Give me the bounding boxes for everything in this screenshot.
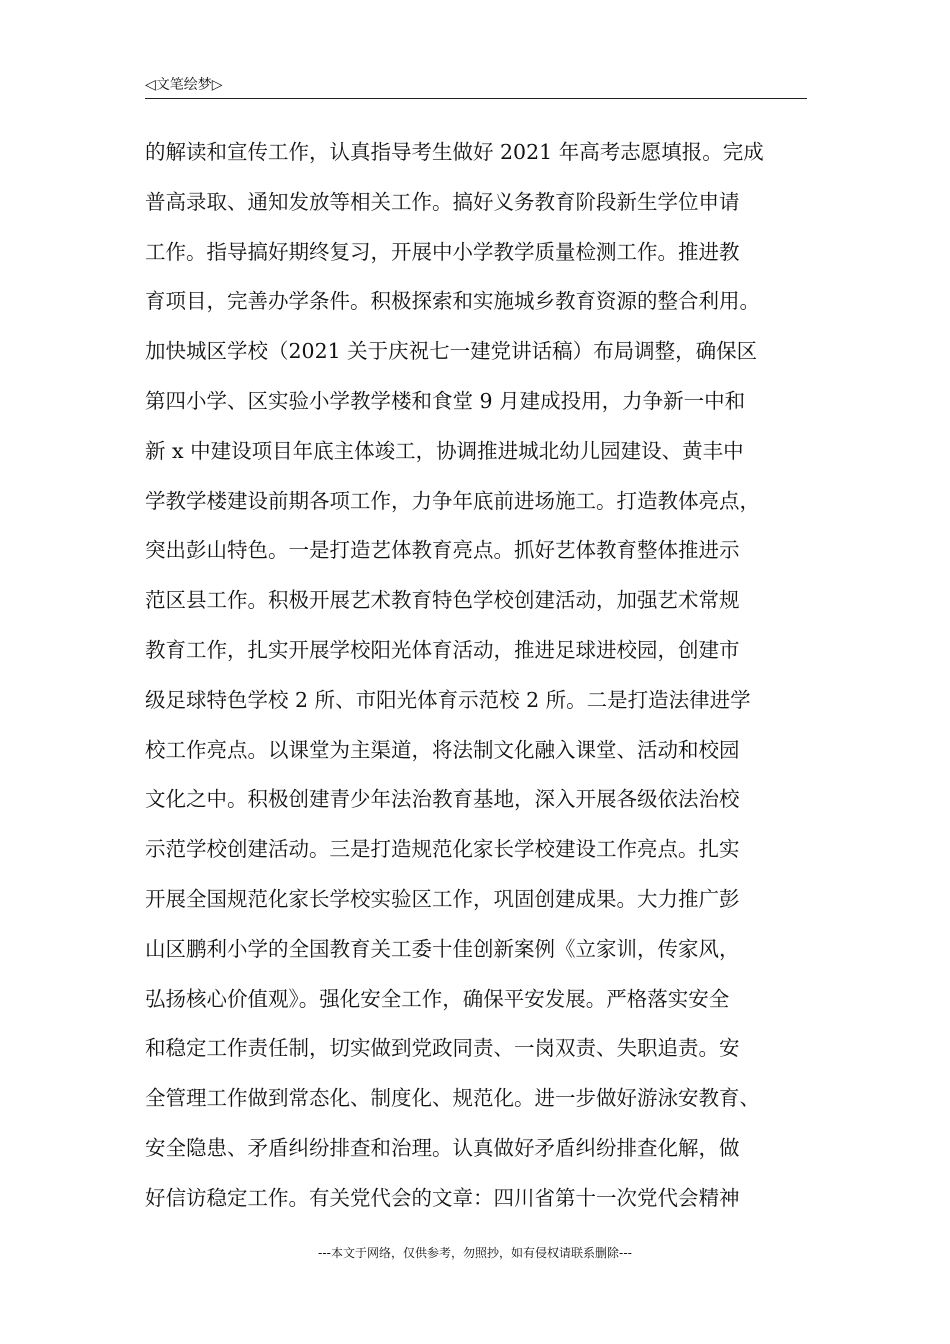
- body-line: 文化之中。积极创建青少年法治教育基地，深入开展各级依法治校: [145, 787, 740, 812]
- body-line: 弘扬核心价值观》。强化安全工作，确保平安发展。严格落实安全: [145, 986, 730, 1011]
- body-line: 范区县工作。积极开展艺术教育特色学校创建活动，加强艺术常规: [145, 588, 740, 613]
- body-line: 普高录取、通知发放等相关工作。搞好义务教育阶段新生学位申请: [145, 189, 740, 214]
- body-line: 的解读和宣传工作，认真指导考生做好 2021 年高考志愿填报。完成: [145, 140, 764, 164]
- body-line: 突出彭山特色。一是打造艺体教育亮点。抓好艺体教育整体推进示: [145, 538, 740, 563]
- body-line: 育项目，完善办学条件。积极探索和实施城乡教育资源的整合利用。: [145, 289, 760, 314]
- body-line: 第四小学、区实验小学教学楼和食堂 9 月建成投用，力争新一中和: [145, 388, 746, 413]
- body-line: 示范学校创建活动。三是打造规范化家长学校建设工作亮点。扎实: [145, 837, 740, 862]
- body-line: 工作。指导搞好期终复习，开展中小学教学质量检测工作。推进教: [145, 239, 740, 264]
- page-header: [145, 76, 807, 99]
- body-line: 学教学楼建设前期各项工作，力争年底前进场施工。打造教体亮点，: [145, 488, 760, 513]
- body-line: 新 x 中建设项目年底主体竣工，协调推进城北幼儿园建设、黄丰中: [145, 438, 744, 463]
- body-line: 级足球特色学校 2 所、市阳光体育示范校 2 所。二是打造法律进学: [145, 687, 751, 712]
- body-line: 加快城区学校（2021 关于庆祝七一建党讲话稿）布局调整，确保区: [145, 339, 758, 364]
- body-line: 安全隐患、矛盾纠纷排查和治理。认真做好矛盾纠纷排查化解，做: [145, 1135, 740, 1160]
- page-footer: ---本文于网络，仅供参考，勿照抄，如有侵权请联系删除---: [318, 1246, 632, 1260]
- body-line: 和稳定工作责任制，切实做到党政同责、一岗双责、失职追责。安: [145, 1036, 740, 1061]
- header-title: ◁文笔绘梦▷: [145, 77, 223, 93]
- document-body: [145, 128, 815, 1224]
- body-line: 开展全国规范化家长学校实验区工作，巩固创建成果。大力推广彭: [145, 886, 740, 911]
- body-line: 校工作亮点。以课堂为主渠道，将法制文化融入课堂、活动和校园: [145, 737, 740, 762]
- body-line: 全管理工作做到常态化、制度化、规范化。进一步做好游泳安教育、: [145, 1086, 760, 1111]
- body-line: 山区鹏利小学的全国教育关工委十佳创新案例《立家训，传家风，: [145, 936, 740, 961]
- body-line: 好信访稳定工作。有关党代会的文章：四川省第十一次党代会精神: [145, 1185, 740, 1210]
- body-line: 教育工作，扎实开展学校阳光体育活动，推进足球进校园，创建市: [145, 637, 740, 662]
